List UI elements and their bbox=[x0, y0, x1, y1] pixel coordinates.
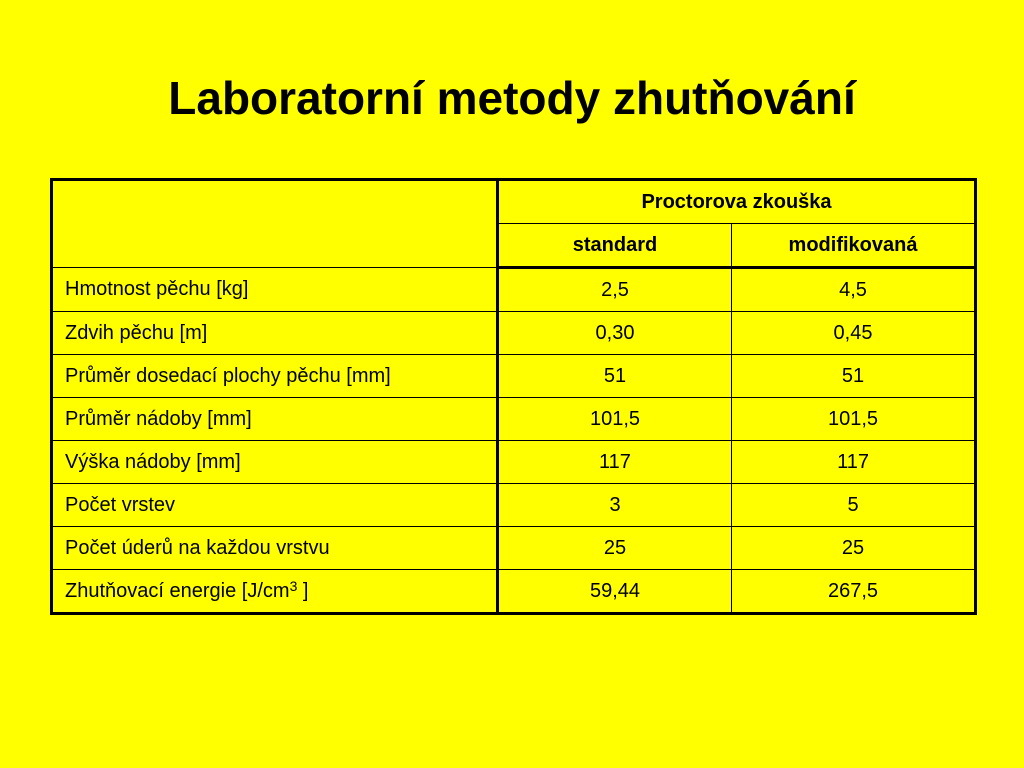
value-standard: 117 bbox=[498, 441, 732, 484]
proctor-test-table bbox=[50, 178, 977, 615]
row-label: Průměr dosedací plochy pěchu [mm] bbox=[52, 355, 498, 398]
table-header-row bbox=[52, 180, 976, 224]
column-header-standard: standard bbox=[498, 224, 732, 268]
row-label: Průměr nádoby [mm] bbox=[52, 398, 498, 441]
empty-corner-cell bbox=[52, 180, 498, 268]
value-modified: 25 bbox=[732, 527, 976, 570]
column-header-modified: modifikovaná bbox=[732, 224, 976, 268]
group-header-cell: Proctorova zkouška bbox=[498, 180, 976, 224]
value-standard: 2,5 bbox=[498, 268, 732, 312]
value-standard: 51 bbox=[498, 355, 732, 398]
value-modified: 5 bbox=[732, 484, 976, 527]
row-label: Počet úderů na každou vrstvu bbox=[52, 527, 498, 570]
row-label: Počet vrstev bbox=[52, 484, 498, 527]
value-modified: 4,5 bbox=[732, 268, 976, 312]
value-modified: 101,5 bbox=[732, 398, 976, 441]
table-row bbox=[52, 398, 976, 441]
table-row bbox=[52, 441, 976, 484]
value-modified: 51 bbox=[732, 355, 976, 398]
value-standard: 3 bbox=[498, 484, 732, 527]
value-modified: 0,45 bbox=[732, 312, 976, 355]
table-row bbox=[52, 484, 976, 527]
row-label-suffix: ] bbox=[297, 579, 309, 602]
value-standard: 59,44 bbox=[498, 570, 732, 614]
row-label: Hmotnost pěchu [kg] bbox=[52, 268, 498, 312]
table-row bbox=[52, 570, 976, 614]
row-label-prefix: Zhutňovací energie [J/cm bbox=[65, 579, 290, 602]
slide-title: Laboratorní metody zhutňování bbox=[168, 72, 856, 124]
value-modified: 117 bbox=[732, 441, 976, 484]
value-standard: 0,30 bbox=[498, 312, 732, 355]
row-label: Zdvih pěchu [m] bbox=[52, 312, 498, 355]
table-row bbox=[52, 268, 976, 312]
row-label: Výška nádoby [mm] bbox=[52, 441, 498, 484]
value-standard: 25 bbox=[498, 527, 732, 570]
table-row bbox=[52, 355, 976, 398]
value-modified: 267,5 bbox=[732, 570, 976, 614]
value-standard: 101,5 bbox=[498, 398, 732, 441]
table-row bbox=[52, 527, 976, 570]
row-label bbox=[52, 570, 498, 614]
row-label-superscript: 3 bbox=[289, 577, 298, 594]
table-row bbox=[52, 312, 976, 355]
